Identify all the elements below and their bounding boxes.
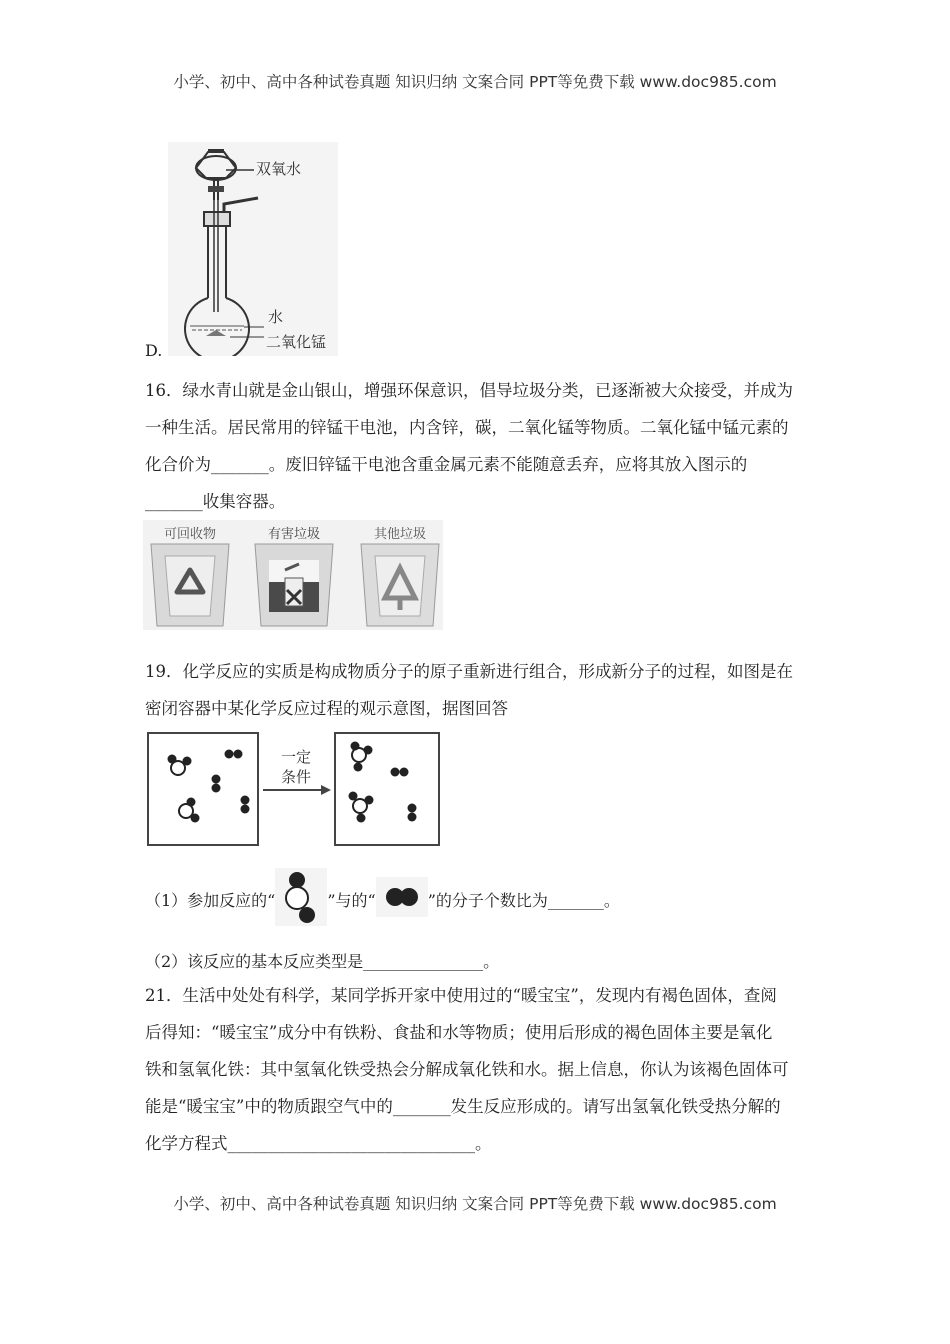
q21-line: 能是“暖宝宝”中的物质跟空气中的_______发生反应形成的。请写出氢氧化铁受热分解的 [145, 1097, 781, 1116]
bin-label-other: 其他垃圾 [373, 527, 427, 542]
reaction-drawing [143, 730, 443, 848]
q21-line: 化学方程式______________________________。 [145, 1134, 492, 1153]
q19-sub1-text-a: （1）参加反应的“ [145, 891, 276, 910]
bins-drawing [143, 520, 443, 630]
q16-line: 化合价为_______。废旧锌锰干电池含重金属元素不能随意丢弃，应将其放入图示的 [145, 455, 748, 474]
q21-line: 21．生活中处处有科学，某同学拆开家中使用过的“暖宝宝”，发现内有褐色固体，查阅 [145, 986, 777, 1005]
q19-line: 密闭容器中某化学反应过程的观示意图，据图回答 [145, 699, 508, 718]
q16-line: 一种生活。居民常用的锌锰干电池，内含锌，碳，二氧化锰等物质。二氧化锰中锰元素的 [145, 418, 789, 437]
garbage-bins-figure [143, 520, 443, 630]
page-header: 小学、初中、高中各种试卷真题 知识归纳 文案合同 PPT等免费下载 www.doc985.com [173, 73, 777, 91]
bin-label-recyclable: 可回收物 [163, 527, 217, 542]
option-d-label: D. [145, 341, 163, 360]
label-reagent: 双氧水 [256, 160, 302, 178]
q16-line: 16．绿水青山就是金山银山，增强环保意识，倡导垃圾分类，已逐渐被大众接受，并成为 [145, 381, 793, 400]
question-21 [145, 977, 805, 1162]
q19-sub1-text-c: ”的分子个数比为_______。 [427, 891, 620, 910]
molecule-a-drawing [275, 868, 327, 926]
bin-label-hazardous: 有害垃圾 [267, 527, 321, 542]
q19-sub2: （2）该反应的基本反应类型是_______________。 [145, 952, 500, 971]
molecule-a-image [275, 868, 327, 935]
condition-text-2: 条件 [280, 768, 312, 786]
q16-line: _______收集容器。 [145, 492, 286, 511]
q19-sub1-text-b: ”与的“ [327, 891, 376, 910]
question-16 [145, 372, 805, 520]
q21-line: 后得知：“暖宝宝”成分中有铁粉、食盐和水等物质；使用后形成的褐色固体主要是氧化 [145, 1023, 773, 1042]
apparatus-figure [168, 142, 338, 356]
label-catalyst: 二氧化锰 [266, 333, 327, 351]
label-water: 水 [268, 308, 284, 326]
molecule-b-image [376, 877, 428, 926]
q19-line: 19．化学反应的实质是构成物质分子的原子重新进行组合，形成新分子的过程，如图是在 [145, 662, 793, 681]
question-19 [145, 653, 805, 727]
page-footer: 小学、初中、高中各种试卷真题 知识归纳 文案合同 PPT等免费下载 www.doc985.com [173, 1195, 777, 1213]
molecule-b-drawing [376, 877, 428, 917]
condition-text-1: 一定 [280, 748, 312, 766]
reaction-diagram [143, 730, 443, 848]
apparatus-drawing [168, 142, 338, 356]
q21-line: 铁和氢氧化铁：其中氢氧化铁受热会分解成氧化铁和水。据上信息，你认为该褐色固体可 [145, 1060, 789, 1079]
q19-sub1 [145, 868, 620, 935]
